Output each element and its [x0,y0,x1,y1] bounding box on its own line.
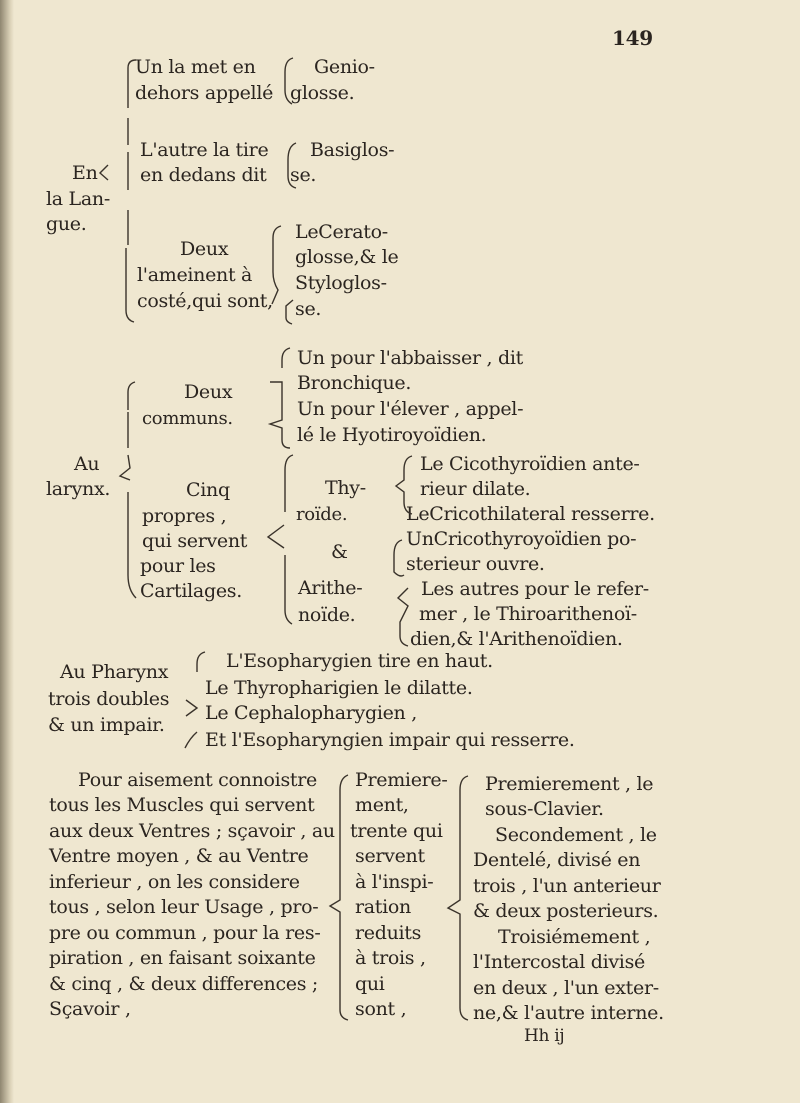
text-line: en dedans dit [140,164,267,186]
brace [398,588,408,646]
text-line: costé,qui sont, [137,290,273,312]
text-line: Les autres pour le refer- [421,578,649,600]
text-line: aux deux Ventres ; sçavoir , au [49,820,335,842]
text-line: Le Cicothyroïdien ante- [420,453,640,475]
text-line: Cinq [186,479,230,501]
text-line: Pour aisement connoistre [78,769,317,791]
brace [285,455,293,512]
brace [330,775,348,1020]
brace [286,300,293,324]
brace [285,555,292,624]
brace [288,143,296,188]
brace [185,732,197,748]
brace [282,348,290,368]
text-line: sont , [355,998,407,1020]
text-line: à trois , [355,947,426,969]
text-line: & un impair. [48,714,165,736]
text-line: & [331,541,348,563]
text-line: Styloglos- [295,272,387,294]
text-line: Secondement , le [495,824,657,846]
brace [394,540,404,576]
text-line: trois doubles [48,688,170,710]
text-line: lé le Hyotiroyoïdien. [297,424,487,446]
text-line: noïde. [298,604,356,626]
brace [126,248,134,322]
text-line: Bronchique. [297,372,412,394]
text-line: inferieur , on les considere [49,871,300,893]
brace [270,382,290,448]
text-line: Et l'Esopharyngien impair qui resserre. [205,729,575,751]
text-line: trois , l'un anterieur [473,875,661,897]
text-line: l'ameinent à [137,264,253,286]
text-line: Deux [184,381,233,403]
text-line: Thy- [325,477,366,499]
text-line: pour les [140,555,216,577]
brace [100,165,108,180]
brace [272,226,281,304]
text-line: piration , en faisant soixante [49,947,316,969]
text-line: en deux , l'un exter- [473,977,659,999]
text-line: rieur dilate. [420,478,531,500]
brace [120,455,130,480]
brace [285,58,293,104]
text-line: la Lan- [46,188,110,210]
signature-mark: Hh ij [524,1026,565,1046]
text-line: qui [355,973,385,995]
text-line: Le Cephalopharygien , [205,702,417,724]
text-line: Ventre moyen , & au Ventre [49,845,309,867]
text-line: l'Intercostal divisé [473,951,645,973]
text-line: Dentelé, divisé en [473,849,641,871]
text-line: glosse. [290,82,355,104]
text-line: ne,& l'autre interne. [473,1002,664,1024]
brace [448,776,468,1020]
text-line: dehors appellé [135,82,274,104]
text-line: & cinq , & deux differences ; [49,973,319,995]
text-line: à l'inspi- [355,871,434,893]
text-line: LeCricothilateral resserre. [406,503,655,525]
brace [268,525,284,548]
text-line: sterieur ouvre. [406,553,545,575]
text-line: trente qui [350,820,443,842]
text-line: Le Thyropharigien le dilatte. [205,677,473,699]
text-line: Sçavoir , [49,998,131,1020]
text-line: Premierement , le [485,773,654,795]
text-line: Premiere- [355,769,448,791]
brace [186,700,197,716]
text-line: sous-Clavier. [485,798,604,820]
text-line: L'autre la tire [140,139,269,161]
text-line: Basiglos- [310,139,395,161]
text-line: LeCerato- [295,221,388,243]
text-line: propres , [142,505,227,527]
text-line: se. [290,164,317,186]
text-line: mer , le Thiroarithenoï- [419,603,637,625]
text-line: ment, [355,794,409,816]
text-line: UnCricothyroyoïdien po- [406,528,637,550]
text-line: servent [355,845,425,867]
text-line: se. [295,298,322,320]
text-line: Genio- [314,56,375,78]
text-line: larynx. [46,478,111,500]
page-number: 149 [612,26,653,50]
text-line: pre ou commun , pour la res- [49,922,321,944]
text-line: Arithe- [298,577,363,599]
text-line: Au [74,453,100,475]
brace [197,652,205,672]
text-line: reduits [355,922,422,944]
text-line: L'Esopharygien tire en haut. [226,650,493,672]
text-line: Troisiémement , [498,926,651,948]
text-line: ration [355,896,411,918]
text-line: En [72,162,98,184]
text-line: Un pour l'élever , appel- [297,398,524,420]
text-line: Deux [180,238,229,260]
text-line: glosse,& le [295,246,399,268]
text-line: gue. [46,213,87,235]
text-line: Cartilages. [140,580,242,602]
text-line: & deux posterieurs. [473,900,659,922]
brace [396,456,412,514]
brace [128,492,136,598]
text-line: Un pour l'abbaisser , dit [297,347,523,369]
brace [128,382,135,410]
text-line: Au Pharynx [60,661,169,683]
text-line: dien,& l'Arithenoïdien. [410,628,623,650]
brace [128,60,136,108]
text-line: Un la met en [135,56,256,78]
text-line: communs. [142,408,233,429]
text-line: tous les Muscles qui servent [49,794,315,816]
text-line: tous , selon leur Usage , pro- [49,896,319,918]
text-line: roïde. [296,504,348,525]
text-line: qui servent [142,530,248,552]
